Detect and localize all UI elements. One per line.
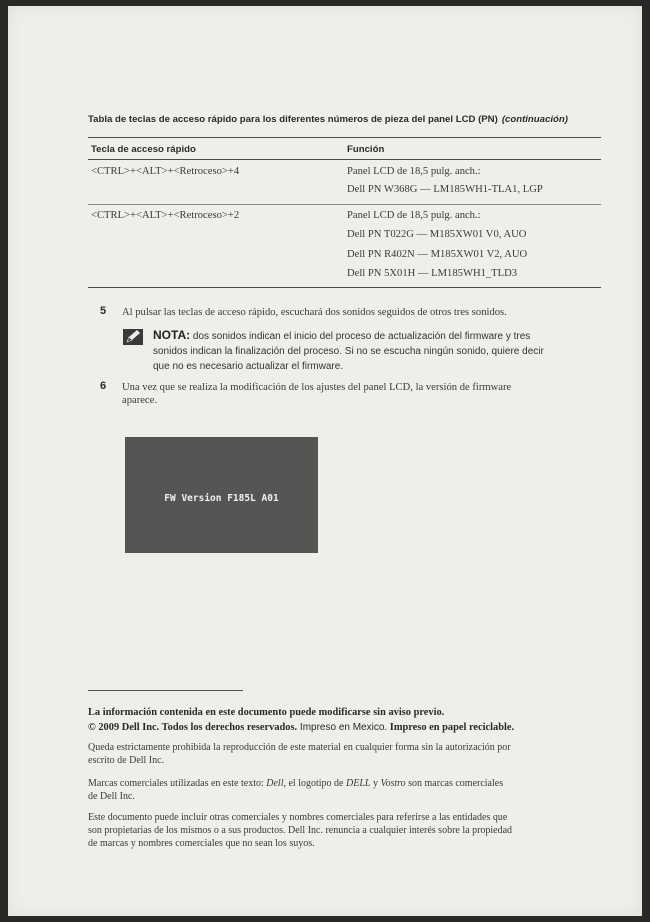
table-row-rule bbox=[88, 204, 601, 205]
note-label: NOTA: bbox=[153, 328, 191, 342]
footer-text-line: son propietarias de los mismos o a sus productos. Dell Inc. renuncia a cualquier interés sobre la propiedad bbox=[88, 825, 513, 836]
footer-trademark: Dell bbox=[266, 778, 284, 789]
note-text-line: que no es necesario actualizar el firmware. bbox=[153, 361, 344, 372]
note-text-line: sonidos indican la finalización del proceso. Si no se escucha ningún sonido, quiere decir bbox=[153, 346, 544, 357]
note-pencil-icon bbox=[122, 328, 144, 346]
row1-function-line: Dell PN W368G — LM185WH1-TLA1, LGP bbox=[347, 184, 543, 195]
footer-trademark: DELL bbox=[345, 778, 371, 789]
footer-rule bbox=[88, 690, 243, 691]
footer-text: Marcas comerciales utilizadas en este texto: bbox=[88, 778, 267, 789]
step-6-text-line: Una vez que se realiza la modificación de los ajustes del panel LCD, la versión de firmware bbox=[122, 382, 512, 393]
table-title-continuation: (continuación) bbox=[501, 114, 568, 125]
row2-function-line: Dell PN R402N — M185XW01 V2, AUO bbox=[347, 249, 528, 260]
step-5-number: 5 bbox=[100, 305, 107, 317]
footer-paragraph-trademarks bbox=[88, 777, 603, 803]
header-function: Función bbox=[347, 144, 385, 155]
step-5-text: Al pulsar las teclas de acceso rápido, escuchará dos sonidos seguidos de otros tres sonidos. bbox=[122, 307, 507, 318]
row1-function-line: Panel LCD de 18,5 pulg. anch.: bbox=[347, 166, 481, 177]
footer-recycled: Impreso en papel reciclable. bbox=[387, 722, 515, 733]
table-bottom-rule bbox=[88, 287, 601, 288]
footer-notice bbox=[88, 705, 603, 735]
footer-text: y bbox=[370, 778, 381, 789]
footer-text-line: de marcas y nombres comerciales que no sean los suyos. bbox=[88, 838, 315, 849]
step-6-number: 6 bbox=[100, 380, 107, 392]
note-block bbox=[153, 328, 601, 374]
row1-key: <CTRL>+<ALT>+<Retroceso>+4 bbox=[91, 166, 240, 177]
table-title bbox=[88, 114, 608, 125]
footer-copyright: © 2009 Dell Inc. Todos los derechos reservados. bbox=[88, 722, 298, 733]
footer-trademark: Vostro bbox=[380, 778, 406, 789]
footer-paragraph-reproduction bbox=[88, 741, 603, 767]
step-6-text bbox=[122, 381, 511, 407]
row2-key: <CTRL>+<ALT>+<Retroceso>+2 bbox=[91, 210, 240, 221]
footer-text-line: de Dell Inc. bbox=[88, 791, 135, 802]
footer-printed-in: Impreso en Mexico. bbox=[297, 722, 388, 733]
row2-function-line: Dell PN 5X01H — LM185WH1_TLD3 bbox=[347, 268, 518, 279]
footer-text: , el logotipo de bbox=[283, 778, 346, 789]
row2-function-line: Panel LCD de 18,5 pulg. anch.: bbox=[347, 210, 481, 221]
table-header-rule bbox=[88, 159, 601, 160]
firmware-version-text: FW Version F185L A01 bbox=[164, 493, 279, 504]
table-title-text: Tabla de teclas de acceso rápido para los diferentes números de pieza del panel LCD (PN) bbox=[88, 114, 498, 125]
footer-paragraph-other-marks bbox=[88, 811, 603, 850]
firmware-screen-image bbox=[125, 437, 318, 553]
footer-notice-line: La información contenida en este documento puede modificarse sin aviso previo. bbox=[88, 707, 445, 718]
header-hotkey: Tecla de acceso rápido bbox=[91, 144, 196, 155]
table-top-rule bbox=[88, 137, 601, 138]
footer-text-line: escrito de Dell Inc. bbox=[88, 755, 165, 766]
step-6-text-line: aparece. bbox=[122, 395, 157, 406]
footer-text-line: Queda estrictamente prohibida la reproducción de este material en cualquier forma sin la autorización por bbox=[88, 742, 511, 753]
note-text-line: dos sonidos indican el inicio del proceso de actualización del firmware y tres bbox=[192, 331, 531, 342]
row2-function-line: Dell PN T022G — M185XW01 V0, AUO bbox=[347, 229, 527, 240]
footer-text: son marcas comerciales bbox=[405, 778, 504, 789]
footer-text-line: Este documento puede incluir otras comerciales y nombres comerciales para referirse a las entidades que bbox=[88, 812, 508, 823]
